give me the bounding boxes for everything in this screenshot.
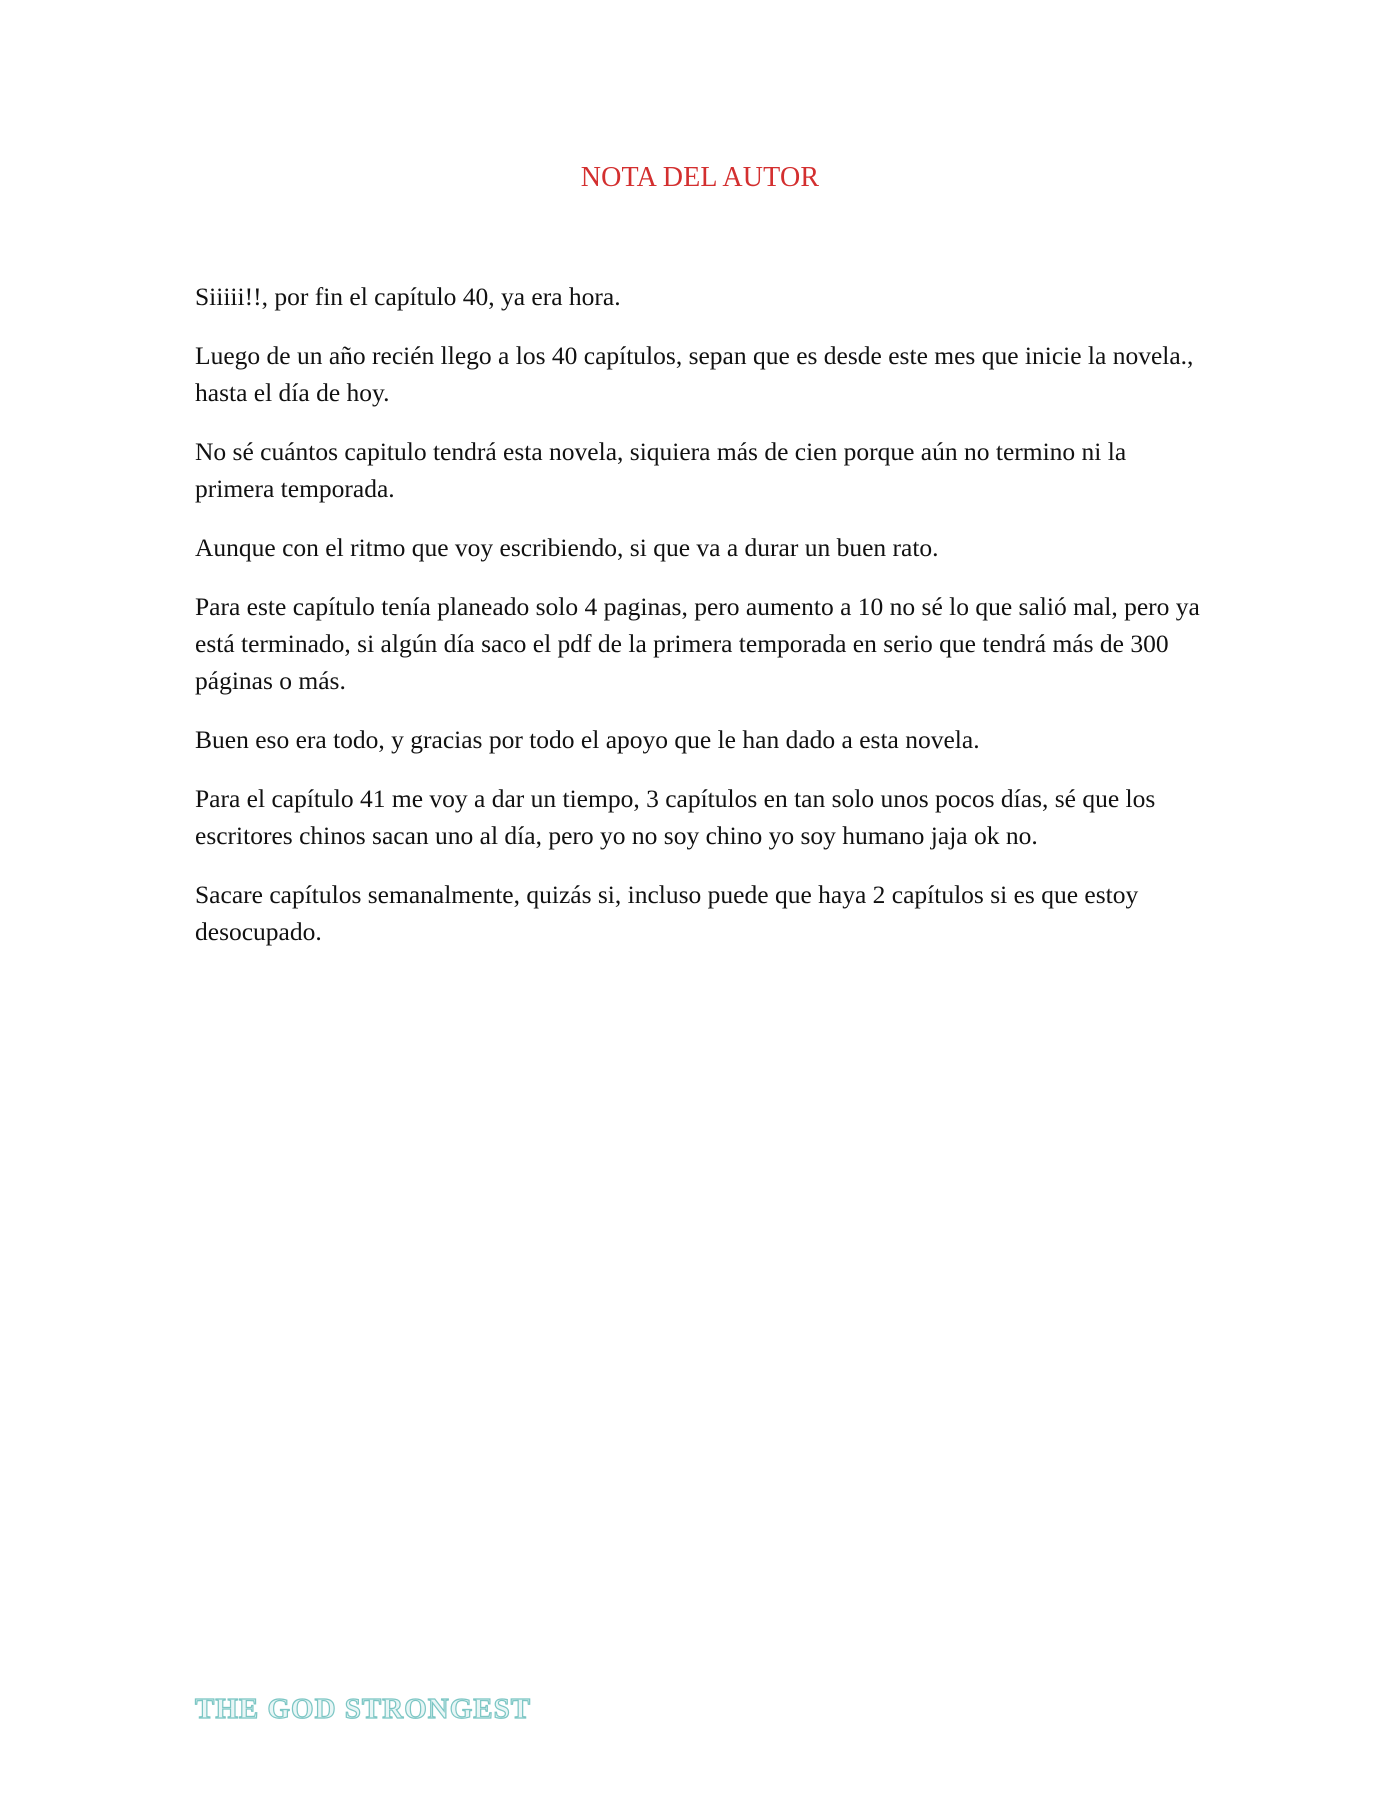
paragraph-2: Luego de un año recién llego a los 40 capítulos, sepan que es desde este mes que inicie la novela., hasta el día de hoy. — [195, 341, 1194, 407]
paragraph-8: Sacare capítulos semanalmente, quizás si, incluso puede que haya 2 capítulos si es que estoy desocupado. — [195, 880, 1139, 946]
paragraph-7: Para el capítulo 41 me voy a dar un tiempo, 3 capítulos en tan solo unos pocos días, sé que los escritores chinos sacan uno al día, pero yo no soy chino yo soy humano jaja ok no. — [195, 784, 1156, 850]
paragraph-4: Aunque con el ritmo que voy escribiendo, si que va a durar un buen rato. — [195, 533, 939, 562]
author-note-body — [195, 278, 1210, 972]
paragraph-6: Buen eso era todo, y gracias por todo el apoyo que le han dado a esta novela. — [195, 725, 980, 754]
page-title: NOTA DEL AUTOR — [580, 162, 820, 193]
paragraph-1: Siiiii!!, por fin el capítulo 40, ya era hora. — [195, 282, 621, 311]
paragraph-5: Para este capítulo tenía planeado solo 4 paginas, pero aumento a 10 no sé lo que salió mal, pero ya está terminado, si algún día saco el pdf de la primera temporada en serio que tendrá más de 300 páginas o más. — [195, 592, 1200, 695]
watermark-logo: THE GOD STRONGEST — [195, 1693, 532, 1725]
paragraph-3: No sé cuántos capitulo tendrá esta novela, siquiera más de cien porque aún no termino ni la primera temporada. — [195, 437, 1127, 503]
